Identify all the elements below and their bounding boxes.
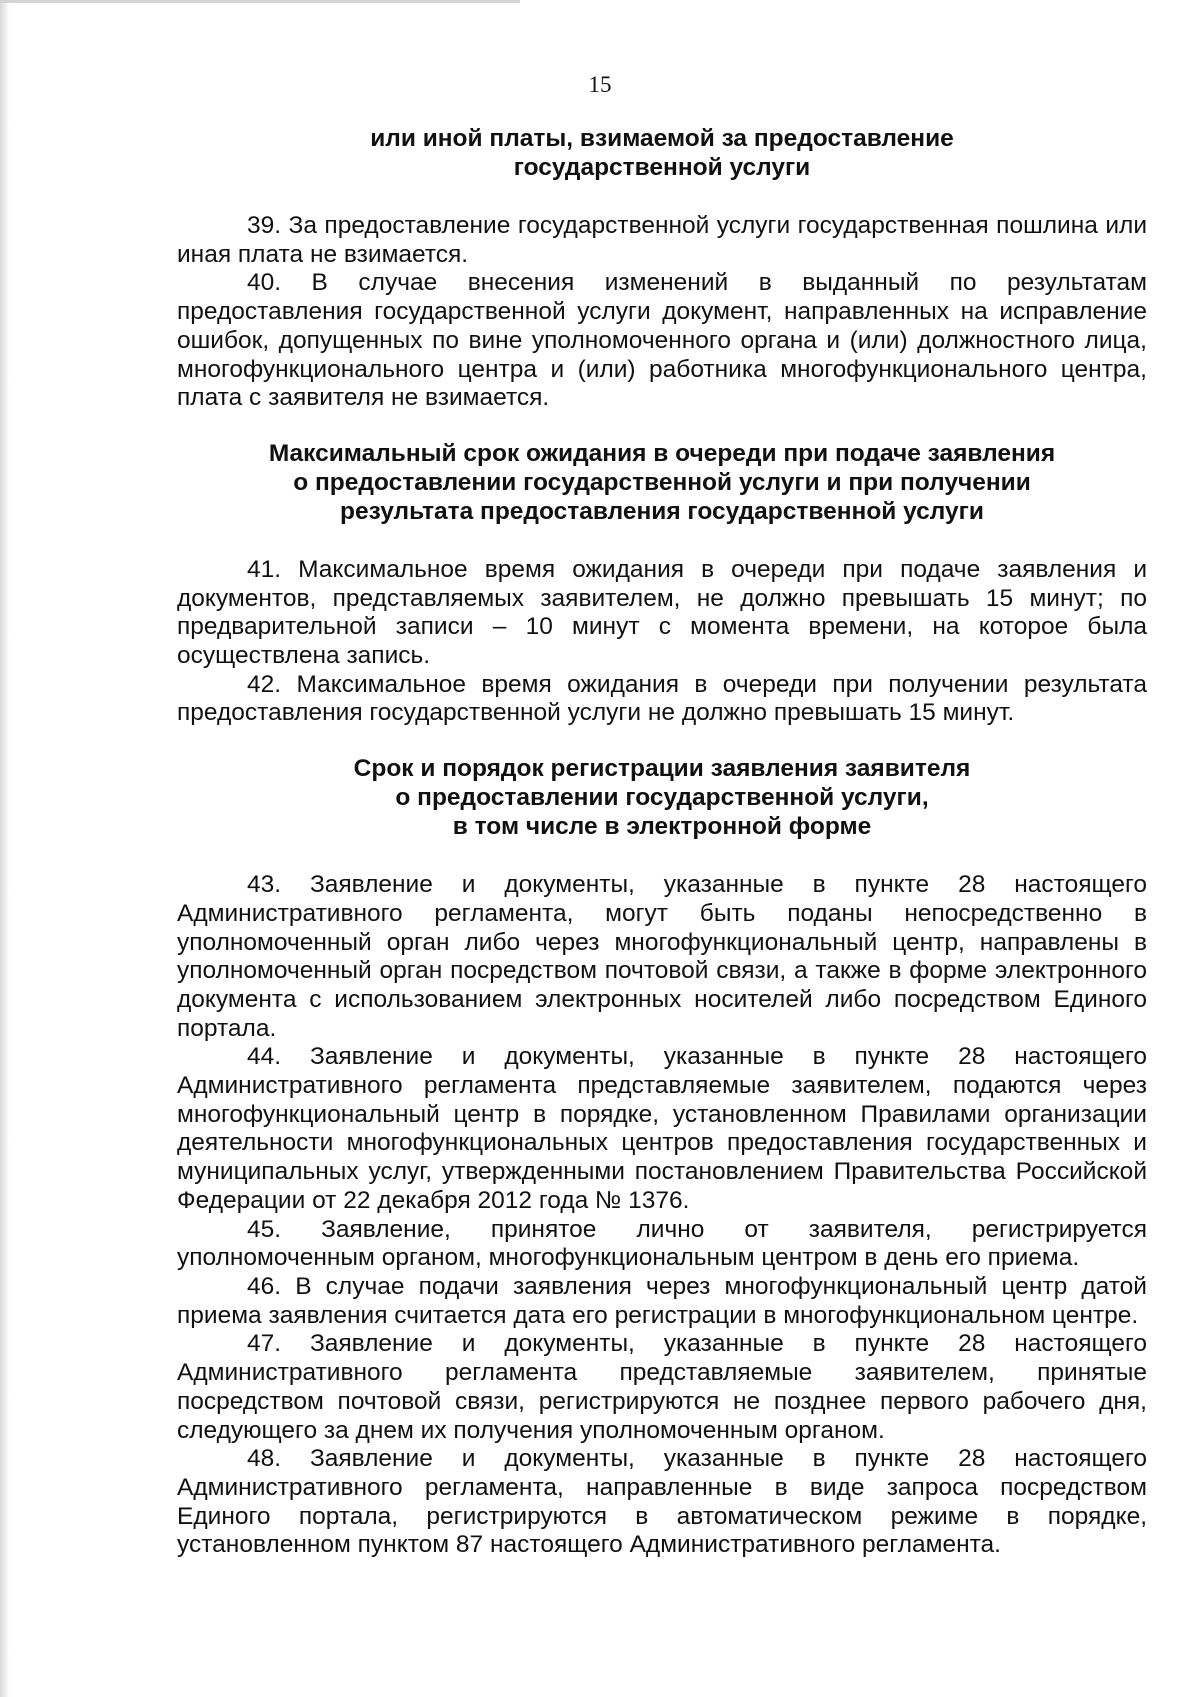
paragraph-43: 43. Заявление и документы, указанные в пункте 28 настоящего Административного регламента, могут быть поданы непосредственно в уполномоченный орган либо через многофункциональный центр, направлены в уполномоченный орган посредством почтовой связи, а также в форме электронного документа с использованием электронных носителей либо посредством Единого портала.: [177, 871, 1147, 1042]
paragraph-44: 44. Заявление и документы, указанные в пункте 28 настоящего Административного регламента представляемые заявителем, подаются через многофункциональный центр в порядке, установленном Правилами организации деятельности многофункциональных центров предоставления государственных и муниципальных услуг, утвержденными постановлением Правительства Российской Федерации от 22 декабря 2012 года № 1376.: [177, 1043, 1147, 1214]
heading-line: Срок и порядок регистрации заявления заявителя: [353, 755, 971, 783]
paragraph-45: 45. Заявление, принятое лично от заявителя, регистрируется уполномоченным органом, многофункциональным центром в день его приема.: [177, 1215, 1147, 1272]
scan-left-edge: [0, 0, 9, 1697]
page-number: 15: [588, 72, 612, 97]
paragraph-40: 40. В случае внесения изменений в выданный по результатам предоставления государственной услуги документ, направленных на исправление ошибок, допущенных по вине уполномоченного органа и (или) должностного лица, многофункционального центра и (или) работника многофункционального центра, плата с заявителя не взимается.: [177, 269, 1147, 412]
section-heading: [177, 439, 1147, 526]
section-heading: [177, 124, 1147, 182]
section-fee: [177, 124, 1147, 413]
section-heading: [177, 754, 1147, 841]
document-body: [177, 124, 1147, 1560]
scan-top-line: [0, 0, 520, 3]
section-registration: [177, 754, 1147, 1560]
paragraph-42: 42. Максимальное время ожидания в очереди при получении результата предоставления государственной услуги не должно превышать 15 минут.: [177, 670, 1147, 727]
heading-line: в том числе в электронной форме: [452, 813, 872, 841]
paragraph-39: 39. За предоставление государственной услуги государственная пошлина или иная плата не взимается.: [177, 212, 1147, 268]
heading-line: о предоставлении государственной услуги,: [395, 784, 929, 812]
paragraph-41: 41. Максимальное время ожидания в очереди при подаче заявления и документов, представляемых заявителем, не должно превышать 15 минут; по предварительной записи – 10 минут с момента времени, на которое была осуществлена запись.: [177, 555, 1147, 670]
heading-line: или иной платы, взимаемой за предоставление: [370, 125, 954, 152]
paragraph-46: 46. В случае подачи заявления через многофункциональный центр датой приема заявления считается дата его регистрации в многофункциональном центре.: [177, 1272, 1147, 1329]
section-waiting-time: [177, 439, 1147, 728]
heading-line: государственной услуги: [513, 154, 811, 181]
paragraph-47: 47. Заявление и документы, указанные в пункте 28 настоящего Административного регламента представляемые заявителем, принятые посредством почтовой связи, регистрируются не позднее первого рабочего дня, следующего за днем их получения уполномоченным органом.: [177, 1330, 1147, 1444]
heading-line: Максимальный срок ожидания в очереди при подаче заявления: [268, 439, 1056, 467]
heading-line: о предоставлении государственной услуги и при получении: [293, 468, 1031, 496]
paragraph-48: 48. Заявление и документы, указанные в пункте 28 настоящего Административного регламента, направленные в виде запроса посредством Единого портала, регистрируются в автоматическом режиме в порядке, установленном пунктом 87 настоящего Административного регламента.: [177, 1445, 1147, 1559]
heading-line: результата предоставления государственной услуги: [340, 497, 984, 525]
